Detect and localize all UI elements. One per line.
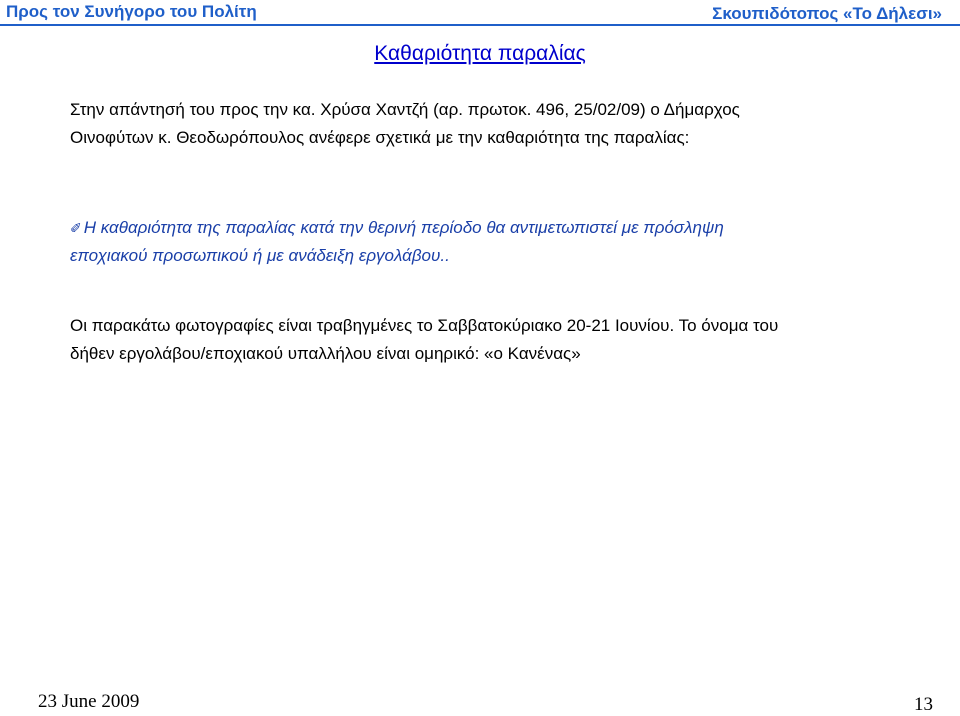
page-number: 13 — [914, 694, 933, 715]
slide-title: Καθαριότητα παραλίας — [374, 42, 586, 65]
header-divider — [0, 24, 960, 26]
intro-paragraph: Στην απάντησή του προς την κα. Χρύσα Χαντζή (αρ. πρωτοκ. 496, 25/02/09) ο Δήμαρχος Οινοφύτων κ. Θεοδωρόπουλος ανέφερε σχετικά με την καθαριότητα της παραλίας: — [70, 100, 740, 147]
quote-text: Η καθαριότητα της παραλίας κατά την θερινή περίοδο θα αντιμετωπιστεί με πρόσληψη εποχιακού προσωπικού ή με ανάδειξη εργολάβου.. — [70, 218, 724, 265]
footer-date: 23 June 2009 — [38, 691, 140, 712]
photos-note-paragraph: Οι παρακάτω φωτογραφίες είναι τραβηγμένες το Σαββατοκύριακο 20-21 Ιουνίου. Το όνομα του δήθεν εργολάβου/εποχιακού υπαλλήλου είναι ομηρικό: «ο Κανένας» — [70, 316, 779, 363]
pencil-icon: ✐ — [70, 220, 82, 236]
header-right-title: Σκουπιδότοπος «Το Δήλεσι» — [712, 4, 942, 23]
header-left-title: Προς τον Συνήγορο του Πολίτη — [6, 2, 257, 21]
quote-bullet — [70, 214, 790, 270]
